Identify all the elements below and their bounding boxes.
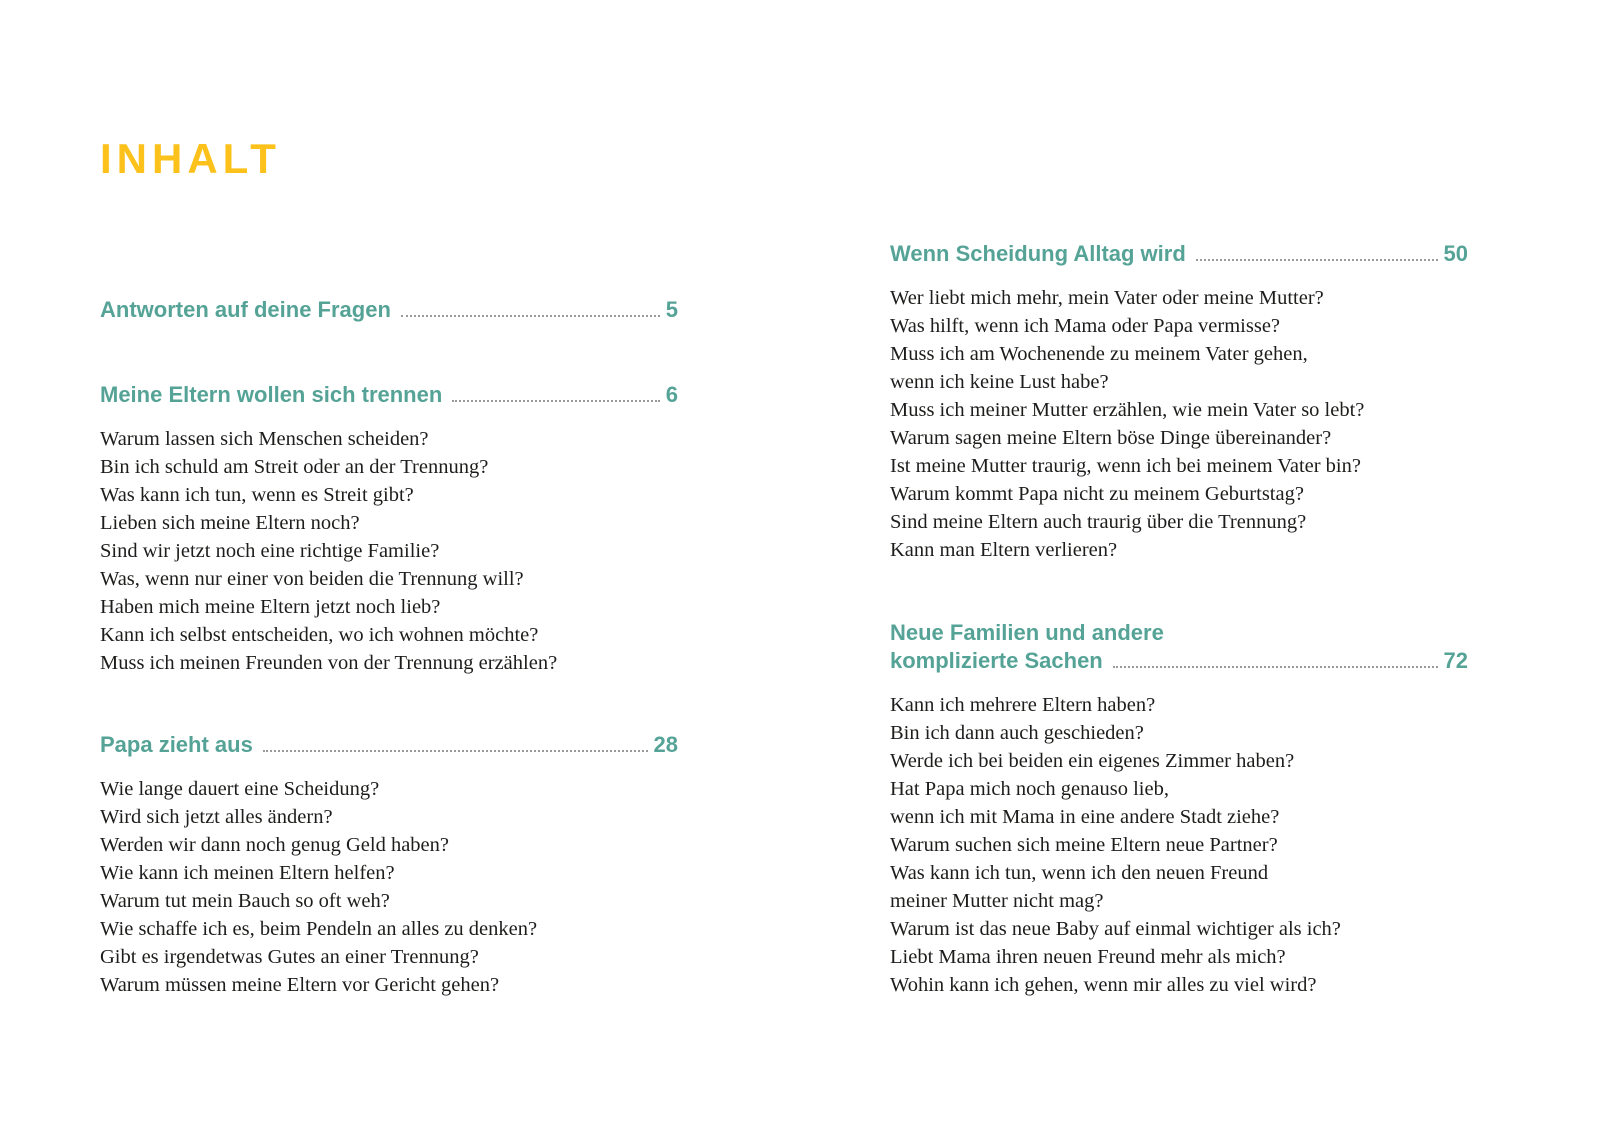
section-title-row xyxy=(890,647,1468,675)
section-title: komplizierte Sachen xyxy=(890,648,1103,673)
section-title: Papa zieht aus xyxy=(100,732,253,757)
question-line: Was hilft, wenn ich Mama oder Papa vermisse? xyxy=(890,315,1281,337)
toc-section xyxy=(100,381,678,677)
question-list xyxy=(890,691,1468,999)
dot-leader xyxy=(263,750,648,752)
page-number: 5 xyxy=(665,297,678,322)
question-line: meiner Mutter nicht mag? xyxy=(890,890,1104,912)
question-line: wenn ich keine Lust habe? xyxy=(890,371,1109,393)
page-number: 28 xyxy=(653,732,678,757)
question-line: wenn ich mit Mama in eine andere Stadt ziehe? xyxy=(890,806,1280,828)
question-line: Sind wir jetzt noch eine richtige Familie? xyxy=(100,540,440,562)
toc-section xyxy=(890,240,1468,564)
page-number: 50 xyxy=(1443,241,1468,266)
right-column xyxy=(890,0,1468,999)
question-line: Kann ich mehrere Eltern haben? xyxy=(890,694,1156,716)
question-list xyxy=(100,775,678,999)
question-line: Wird sich jetzt alles ändern? xyxy=(100,806,333,828)
question-line: Warum sagen meine Eltern böse Dinge übereinander? xyxy=(890,427,1332,449)
section-title-row xyxy=(100,381,678,409)
question-line: Was, wenn nur einer von beiden die Trennung will? xyxy=(100,568,524,590)
question-line: Muss ich meinen Freunden von der Trennung erzählen? xyxy=(100,652,558,674)
question-line: Kann man Eltern verlieren? xyxy=(890,539,1118,561)
question-line: Hat Papa mich noch genauso lieb, xyxy=(890,778,1169,800)
question-line: Wie lange dauert eine Scheidung? xyxy=(100,778,380,800)
toc-section xyxy=(100,296,678,324)
question-line: Bin ich dann auch geschieden? xyxy=(890,722,1144,744)
toc-section xyxy=(100,731,678,999)
question-line: Warum ist das neue Baby auf einmal wichtiger als ich? xyxy=(890,918,1341,940)
question-line: Sind meine Eltern auch traurig über die Trennung? xyxy=(890,511,1307,533)
dot-leader xyxy=(401,315,660,317)
question-line: Kann ich selbst entscheiden, wo ich wohnen möchte? xyxy=(100,624,539,646)
page-number: 72 xyxy=(1443,648,1468,673)
question-list xyxy=(890,284,1468,564)
question-line: Haben mich meine Eltern jetzt noch lieb? xyxy=(100,596,441,618)
dot-leader xyxy=(1113,666,1438,668)
left-column xyxy=(100,0,678,999)
question-line: Ist meine Mutter traurig, wenn ich bei meinem Vater bin? xyxy=(890,455,1361,477)
dot-leader xyxy=(1196,259,1438,261)
question-line: Werden wir dann noch genug Geld haben? xyxy=(100,834,450,856)
question-line: Wer liebt mich mehr, mein Vater oder meine Mutter? xyxy=(890,287,1324,309)
section-title-row xyxy=(100,731,678,759)
question-line: Muss ich am Wochenende zu meinem Vater gehen, xyxy=(890,343,1308,365)
question-line: Warum lassen sich Menschen scheiden? xyxy=(100,428,429,450)
question-line: Bin ich schuld am Streit oder an der Trennung? xyxy=(100,456,489,478)
section-title: Meine Eltern wollen sich trennen xyxy=(100,382,443,407)
section-title-line: Neue Familien und andere xyxy=(890,620,1164,645)
page-number: 6 xyxy=(665,382,678,407)
section-title-row xyxy=(890,240,1468,268)
question-line: Warum kommt Papa nicht zu meinem Geburtstag? xyxy=(890,483,1304,505)
question-line: Was kann ich tun, wenn es Streit gibt? xyxy=(100,484,414,506)
question-line: Muss ich meiner Mutter erzählen, wie mein Vater so lebt? xyxy=(890,399,1365,421)
question-line: Was kann ich tun, wenn ich den neuen Freund xyxy=(890,862,1269,884)
question-line: Lieben sich meine Eltern noch? xyxy=(100,512,360,534)
dot-leader xyxy=(452,400,659,402)
question-line: Gibt es irgendetwas Gutes an einer Trennung? xyxy=(100,946,479,968)
question-line: Warum tut mein Bauch so oft weh? xyxy=(100,890,390,912)
section-title: Antworten auf deine Fragen xyxy=(100,297,391,322)
page-title: INHALT xyxy=(100,135,281,182)
question-line: Liebt Mama ihren neuen Freund mehr als mich? xyxy=(890,946,1286,968)
section-title: Wenn Scheidung Alltag wird xyxy=(890,241,1186,266)
toc-section xyxy=(890,619,1468,999)
question-line: Wie schaffe ich es, beim Pendeln an alles zu denken? xyxy=(100,918,538,940)
question-list xyxy=(100,425,678,677)
question-line: Warum suchen sich meine Eltern neue Partner? xyxy=(890,834,1278,856)
question-line: Warum müssen meine Eltern vor Gericht gehen? xyxy=(100,974,500,996)
section-title-row xyxy=(100,296,678,324)
question-line: Wohin kann ich gehen, wenn mir alles zu viel wird? xyxy=(890,974,1317,996)
question-line: Werde ich bei beiden ein eigenes Zimmer haben? xyxy=(890,750,1295,772)
question-line: Wie kann ich meinen Eltern helfen? xyxy=(100,862,395,884)
